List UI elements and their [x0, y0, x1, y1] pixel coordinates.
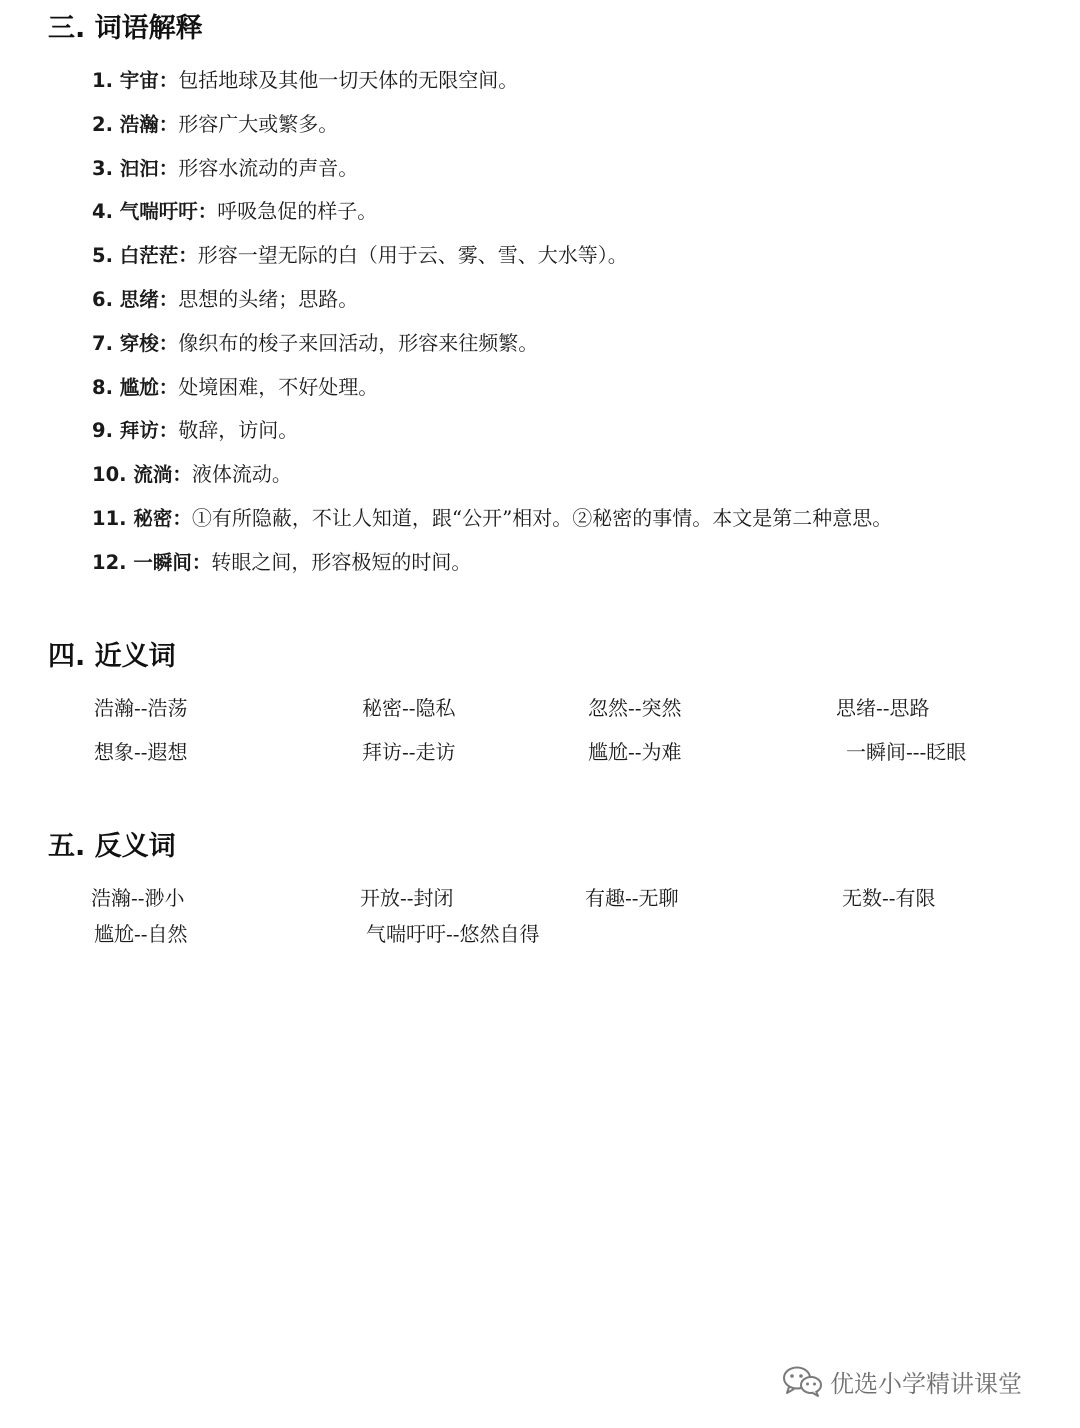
synonym-pair: 秘密--隐私: [362, 696, 456, 720]
definition-term: 6. 思绪：: [92, 287, 179, 311]
wechat-icon: [780, 1364, 824, 1398]
definition-text: 液体流动。: [191, 462, 292, 487]
definition-term: 7. 穿梭：: [92, 331, 179, 355]
definition-item: [92, 237, 892, 281]
synonym-pair: 尴尬--为难: [588, 740, 682, 764]
definition-text: 敬辞，访问。: [178, 418, 299, 443]
definition-term: 8. 尴尬：: [92, 375, 179, 399]
definition-item: [92, 544, 892, 588]
section-heading-antonyms: 五. 反义词: [48, 831, 176, 862]
definition-item: [92, 500, 892, 544]
antonym-pair: 尴尬--自然: [94, 922, 188, 946]
synonym-pair: 一瞬间---眨眼: [846, 740, 967, 764]
definition-term: 5. 白茫茫：: [92, 244, 198, 268]
synonym-pair: 忽然--突然: [588, 696, 682, 720]
definition-text: 呼吸急促的样子。: [217, 199, 378, 224]
definition-item: [92, 106, 892, 150]
definition-term: 2. 浩瀚：: [92, 112, 179, 136]
antonym-pair: 气喘吁吁--悠然自得: [366, 922, 540, 946]
definition-text: 形容广大或繁多。: [178, 111, 339, 136]
antonym-pair: 浩瀚--渺小: [91, 886, 185, 910]
definition-term: 1. 宇宙：: [92, 69, 179, 92]
definition-text: 形容一望无际的白（用于云、雾、雪、大水等）。: [197, 243, 628, 268]
definition-term: 10. 流淌：: [92, 463, 192, 487]
definition-text: 包括地球及其他一切天体的无限空间。: [178, 68, 519, 92]
antonym-pair: 开放--封闭: [360, 886, 454, 910]
definition-item: [92, 150, 892, 194]
section-heading-synonyms: 四. 近义词: [48, 641, 176, 672]
watermark: [780, 1364, 1022, 1398]
definition-text: 思想的头绪；思路。: [178, 286, 359, 311]
definition-term: 12. 一瞬间：: [92, 550, 212, 574]
definition-text: 转眼之间，形容极短的时间。: [211, 549, 472, 574]
antonym-pair: 有趣--无聊: [585, 886, 679, 910]
synonym-pair: 浩瀚--浩荡: [94, 696, 188, 720]
definition-item: [92, 281, 892, 325]
watermark-text: 优选小学精讲课堂: [830, 1369, 1022, 1398]
definition-term: 11. 秘密：: [92, 506, 192, 530]
definition-text: ①有所隐蔽，不让人知道，跟“公开”相对。②秘密的事情。本文是第二种意思。: [191, 505, 893, 530]
definition-text: 处境困难，不好处理。: [178, 374, 379, 399]
definition-text: 形容水流动的声音。: [178, 155, 359, 180]
synonym-pair: 思绪--思路: [836, 696, 930, 720]
antonym-pair: 无数--有限: [842, 886, 936, 910]
synonym-pair: 想象--遐想: [94, 740, 188, 764]
definition-item: [92, 325, 892, 369]
definition-item: [92, 412, 892, 456]
definition-term: 3. 汩汩：: [92, 156, 179, 180]
synonym-pair: 拜访--走访: [362, 740, 456, 764]
definition-item: [92, 62, 892, 106]
definition-item: [92, 369, 892, 413]
definition-term: 9. 拜访：: [92, 419, 179, 443]
definition-item: [92, 193, 892, 237]
section-heading-definitions: 三. 词语解释: [48, 13, 203, 44]
definition-item: [92, 456, 892, 500]
definitions-list: [92, 62, 892, 588]
definition-term: 4. 气喘吁吁：: [92, 200, 218, 224]
definition-text: 像织布的梭子来回活动，形容来往频繁。: [178, 330, 539, 355]
